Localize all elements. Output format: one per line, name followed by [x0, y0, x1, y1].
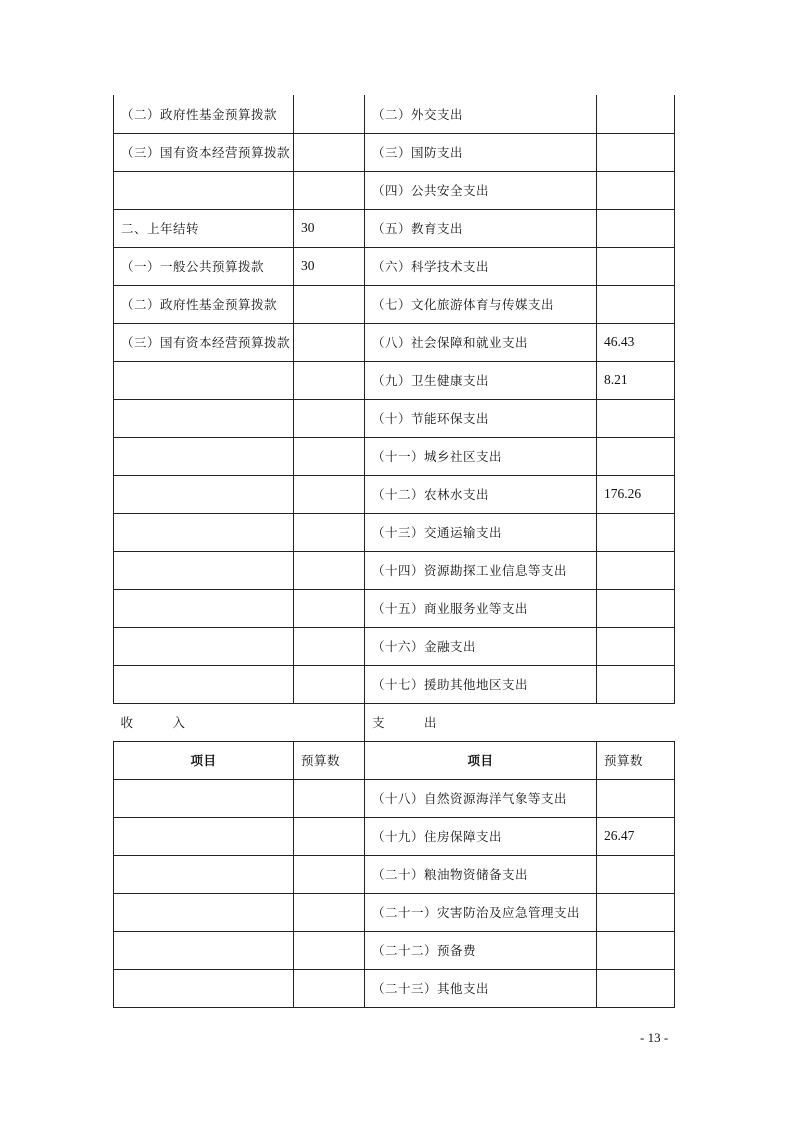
table-row — [114, 171, 675, 209]
expense-amount-cell: 46.43 — [597, 323, 675, 361]
expense-amount-cell — [597, 665, 675, 703]
table-row — [114, 323, 675, 361]
expense-item-cell: （十五）商业服务业等支出 — [365, 589, 597, 627]
income-item-cell: （二）政府性基金预算拨款 — [114, 95, 294, 133]
income-amount-cell — [294, 475, 365, 513]
column-header-row — [114, 741, 675, 779]
expense-item-cell: （五）教育支出 — [365, 209, 597, 247]
expense-item-cell: （十一）城乡社区支出 — [365, 437, 597, 475]
expense-amount-cell: 176.26 — [597, 475, 675, 513]
expense-amount-cell: 8.21 — [597, 361, 675, 399]
expense-item-cell: （二十二）预备费 — [365, 931, 597, 969]
income-item-cell — [114, 855, 294, 893]
table-row — [114, 95, 675, 133]
expense-amount-cell — [597, 931, 675, 969]
expense-amount-cell — [597, 627, 675, 665]
income-item-cell: （三）国有资本经营预算拨款 — [114, 133, 294, 171]
income-amount-cell: 30 — [294, 247, 365, 285]
expense-item-cell: （三）国防支出 — [365, 133, 597, 171]
income-amount-cell — [294, 323, 365, 361]
table-row — [114, 893, 675, 931]
income-item-cell: （三）国有资本经营预算拨款 — [114, 323, 294, 361]
expense-amount-cell — [597, 171, 675, 209]
table-row — [114, 209, 675, 247]
expense-amount-cell — [597, 399, 675, 437]
income-item-cell — [114, 171, 294, 209]
expense-item-cell: （十四）资源勘探工业信息等支出 — [365, 551, 597, 589]
expense-amount-cell — [597, 247, 675, 285]
table-row — [114, 551, 675, 589]
table-row — [114, 779, 675, 817]
expense-item-cell: （二十）粮油物资储备支出 — [365, 855, 597, 893]
expense-amount-cell — [597, 513, 675, 551]
income-item-cell — [114, 627, 294, 665]
income-item-cell — [114, 817, 294, 855]
income-amount-cell — [294, 665, 365, 703]
expense-amount-cell — [597, 969, 675, 1007]
income-amount-cell — [294, 285, 365, 323]
income-item-header: 项目 — [114, 741, 294, 779]
income-item-cell: 二、上年结转 — [114, 209, 294, 247]
expense-amount-header: 预算数 — [597, 741, 675, 779]
table-row — [114, 931, 675, 969]
income-item-cell: （二）政府性基金预算拨款 — [114, 285, 294, 323]
budget-table — [113, 95, 675, 1008]
section-header — [114, 703, 675, 779]
expense-amount-cell — [597, 779, 675, 817]
income-item-cell: （一）一般公共预算拨款 — [114, 247, 294, 285]
expense-item-cell: （十七）援助其他地区支出 — [365, 665, 597, 703]
income-amount-cell — [294, 817, 365, 855]
expense-item-cell: （四）公共安全支出 — [365, 171, 597, 209]
table-row — [114, 437, 675, 475]
table-row — [114, 627, 675, 665]
income-amount-cell — [294, 893, 365, 931]
income-item-cell — [114, 475, 294, 513]
expense-item-cell: （十）节能环保支出 — [365, 399, 597, 437]
expense-item-cell: （二十一）灾害防治及应急管理支出 — [365, 893, 597, 931]
expense-amount-cell — [597, 209, 675, 247]
expense-item-cell: （二）外交支出 — [365, 95, 597, 133]
table-row — [114, 855, 675, 893]
expense-amount-cell — [597, 133, 675, 171]
expense-item-header: 项目 — [365, 741, 597, 779]
expense-amount-cell — [597, 589, 675, 627]
expense-item-cell: （八）社会保障和就业支出 — [365, 323, 597, 361]
table-row — [114, 399, 675, 437]
income-item-cell — [114, 931, 294, 969]
income-amount-cell — [294, 969, 365, 1007]
expense-section-label: 支 出 — [365, 703, 675, 741]
income-item-cell — [114, 361, 294, 399]
table-row — [114, 589, 675, 627]
expense-item-cell: （十三）交通运输支出 — [365, 513, 597, 551]
budget-rows-upper — [114, 95, 675, 703]
expense-item-cell: （十二）农林水支出 — [365, 475, 597, 513]
expense-amount-cell — [597, 855, 675, 893]
income-amount-cell — [294, 779, 365, 817]
table-row — [114, 513, 675, 551]
income-amount-cell — [294, 437, 365, 475]
income-section-label: 收 入 — [114, 703, 365, 741]
table-row — [114, 665, 675, 703]
budget-rows-lower — [114, 779, 675, 1007]
section-row — [114, 703, 675, 741]
income-amount-cell — [294, 627, 365, 665]
income-amount-cell — [294, 931, 365, 969]
income-item-cell — [114, 665, 294, 703]
table-row — [114, 247, 675, 285]
expense-item-cell: （七）文化旅游体育与传媒支出 — [365, 285, 597, 323]
table-row — [114, 285, 675, 323]
expense-amount-cell — [597, 437, 675, 475]
income-item-cell — [114, 779, 294, 817]
income-amount-cell: 30 — [294, 209, 365, 247]
expense-amount-cell — [597, 285, 675, 323]
income-amount-cell — [294, 171, 365, 209]
table-row — [114, 133, 675, 171]
income-amount-cell — [294, 399, 365, 437]
expense-amount-cell — [597, 893, 675, 931]
expense-item-cell: （十九）住房保障支出 — [365, 817, 597, 855]
table-row — [114, 969, 675, 1007]
expense-item-cell: （二十三）其他支出 — [365, 969, 597, 1007]
expense-item-cell: （十六）金融支出 — [365, 627, 597, 665]
expense-amount-cell: 26.47 — [597, 817, 675, 855]
page-number: - 13 - — [640, 1030, 669, 1045]
income-amount-cell — [294, 361, 365, 399]
income-item-cell — [114, 513, 294, 551]
income-item-cell — [114, 969, 294, 1007]
expense-item-cell: （六）科学技术支出 — [365, 247, 597, 285]
table-row — [114, 475, 675, 513]
income-item-cell — [114, 589, 294, 627]
income-amount-cell — [294, 551, 365, 589]
income-item-cell — [114, 399, 294, 437]
expense-item-cell: （九）卫生健康支出 — [365, 361, 597, 399]
income-item-cell — [114, 437, 294, 475]
income-amount-cell — [294, 513, 365, 551]
expense-amount-cell — [597, 95, 675, 133]
expense-amount-cell — [597, 551, 675, 589]
income-amount-cell — [294, 133, 365, 171]
income-item-cell — [114, 551, 294, 589]
table-row — [114, 817, 675, 855]
income-amount-cell — [294, 95, 365, 133]
table-row — [114, 361, 675, 399]
expense-item-cell: （十八）自然资源海洋气象等支出 — [365, 779, 597, 817]
income-amount-header: 预算数 — [294, 741, 365, 779]
income-amount-cell — [294, 855, 365, 893]
income-amount-cell — [294, 589, 365, 627]
income-item-cell — [114, 893, 294, 931]
